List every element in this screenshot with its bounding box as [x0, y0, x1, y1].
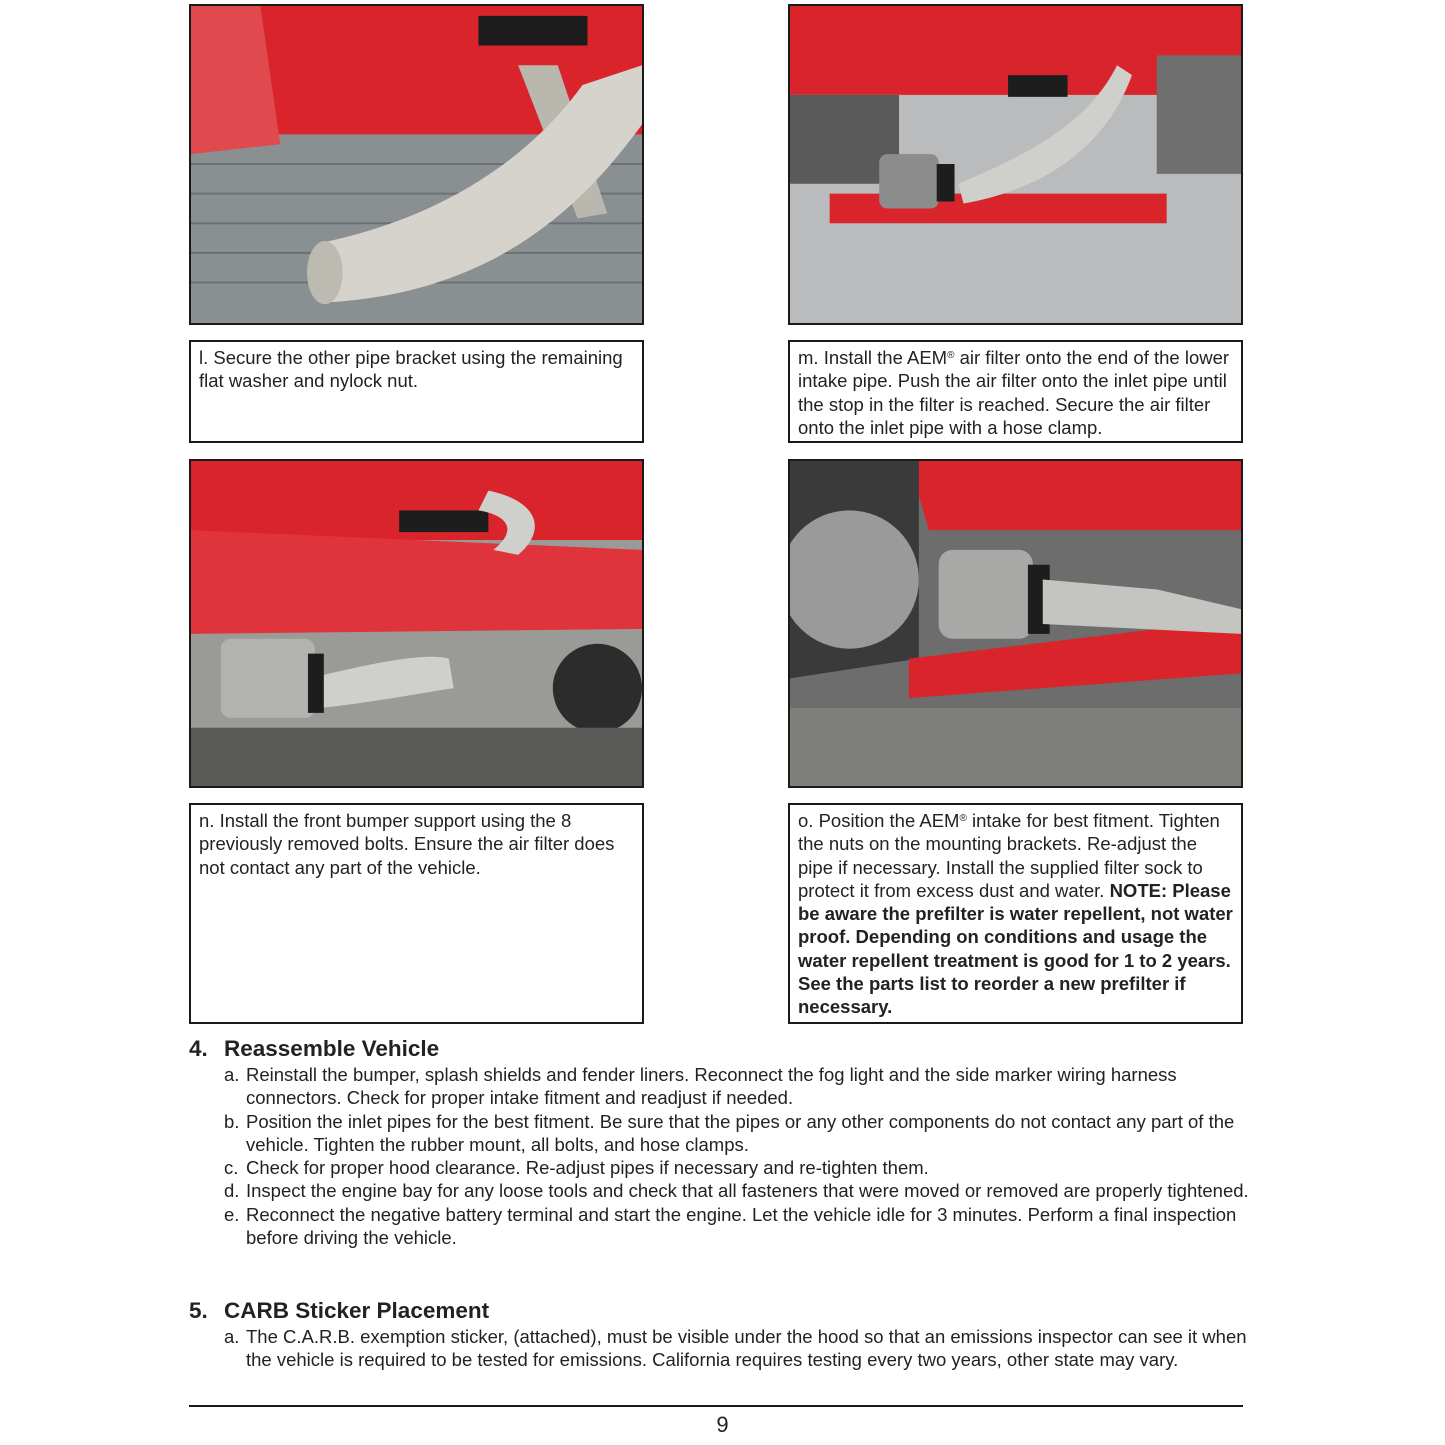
list-item — [189, 1179, 1249, 1202]
item-text: Check for proper hood clearance. Re-adjust pipes if necessary and re-tighten them. — [246, 1157, 929, 1179]
caption-step-n — [189, 803, 644, 1024]
item-letter: a. — [224, 1064, 240, 1085]
step-list — [189, 1063, 1249, 1249]
list-item — [189, 1325, 1249, 1372]
photo-step-l — [189, 4, 644, 325]
item-text: The C.A.R.B. exemption sticker, (attached), must be visible under the hood so that an emissions inspector can see it when the vehicle is required to be tested for emissions. California requires testing every two years, other state may vary. — [246, 1326, 1247, 1371]
item-letter: a. — [224, 1326, 240, 1347]
caption-text: m. Install the AEM — [798, 347, 948, 368]
section-reassemble-vehicle — [189, 1035, 1249, 1249]
caption-text: l. Secure the other pipe bracket using the remaining flat washer and nylock nut. — [199, 347, 623, 392]
item-letter: d. — [224, 1180, 240, 1202]
engine-bay-photo-icon — [790, 6, 1241, 323]
item-letter: c. — [224, 1157, 239, 1179]
item-text: Reconnect the negative battery terminal and start the engine. Let the vehicle idle for 3 minutes. Perform a final inspection before driving the vehicle. — [246, 1203, 1237, 1249]
section-title: Reassemble Vehicle — [224, 1036, 440, 1061]
footer-rule — [189, 1405, 1243, 1407]
item-letter: b. — [224, 1110, 240, 1132]
item-text: Inspect the engine bay for any loose tools and check that all fasteners that were moved or removed are properly tightened. — [246, 1180, 1249, 1202]
list-item — [189, 1156, 1249, 1179]
item-text: Position the inlet pipes for the best fitment. Be sure that the pipes or any other components do not contact any part of the vehicle. Tighten the rubber mount, all bolts, and hose clamps. — [246, 1110, 1235, 1155]
photo-step-o — [788, 459, 1243, 788]
step-list — [189, 1325, 1249, 1372]
section-number: 4. — [189, 1036, 208, 1061]
list-item — [189, 1063, 1249, 1110]
section-heading — [189, 1297, 1249, 1325]
photo-step-m — [788, 4, 1243, 325]
registered-mark: ® — [947, 350, 955, 361]
engine-bay-photo-icon — [790, 461, 1241, 786]
photo-step-n — [189, 459, 644, 788]
section-carb-sticker — [189, 1297, 1249, 1372]
prefilter-note: NOTE: Please be aware the prefilter is water repellent, not water proof. Depending on conditions and usage the water repellent treatment is good for 1 to 2 years. See the parts list to reorder a new prefilter if necessary. — [798, 879, 1233, 1018]
caption-text: air filter onto the end of the lower intake pipe. Push the air filter onto the inlet pipe until the stop in the filter is reached. Secure the air filter onto the inlet pipe with a hose clamp. — [798, 347, 1230, 438]
item-text: Reinstall the bumper, splash shields and fender liners. Reconnect the fog light and the side marker wiring harness connectors. Check for proper intake fitment and readjust if needed. — [246, 1064, 1177, 1109]
registered-mark: ® — [959, 813, 967, 824]
caption-step-m — [788, 340, 1243, 443]
item-letter: e. — [224, 1203, 240, 1225]
caption-step-o — [788, 803, 1243, 1024]
section-heading — [189, 1035, 1249, 1063]
caption-text: o. Position the AEM — [798, 810, 960, 831]
engine-bay-photo-icon — [191, 6, 642, 323]
engine-bay-photo-icon — [191, 461, 642, 786]
section-number: 5. — [189, 1298, 208, 1323]
page-number: 9 — [716, 1412, 729, 1437]
caption-text: intake for best fitment. Tighten the nuts on the mounting brackets. Re-adjust the pipe if necessary. Install the supplied filter sock to protect it from excess dust and water. — [798, 810, 1220, 901]
caption-text: n. Install the front bumper support using the 8 previously removed bolts. Ensure the air filter does not contact any part of the vehicle. — [199, 810, 615, 878]
caption-step-l — [189, 340, 644, 443]
list-item — [189, 1110, 1249, 1157]
list-item — [189, 1203, 1249, 1250]
section-title: CARB Sticker Placement — [224, 1298, 490, 1323]
